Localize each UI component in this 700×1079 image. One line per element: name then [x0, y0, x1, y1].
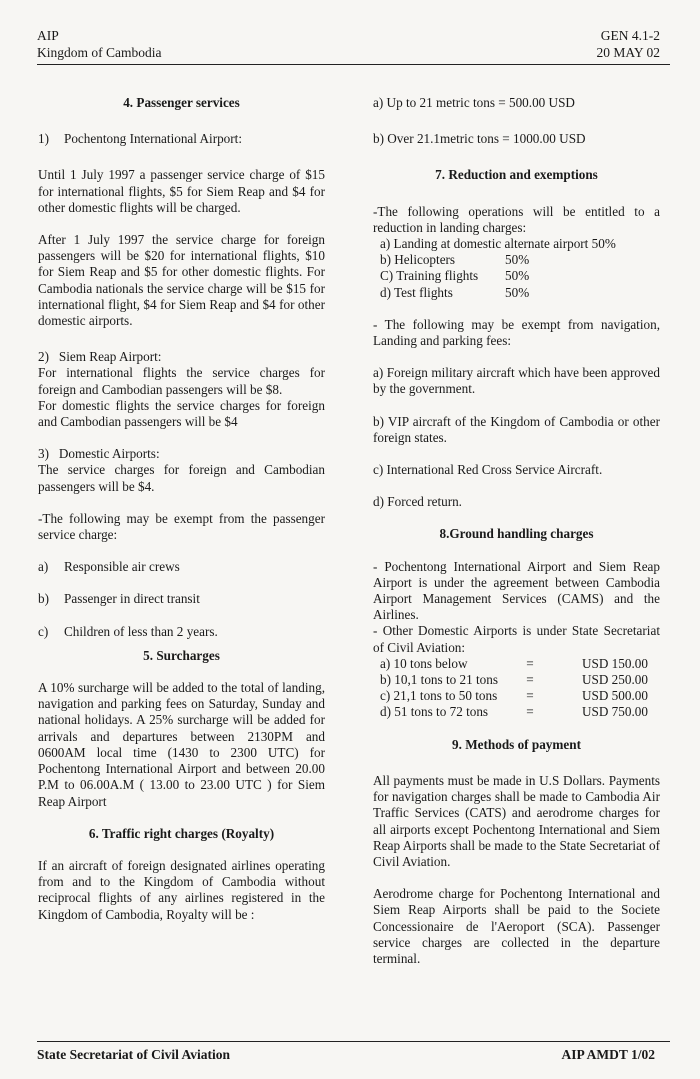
page-reference: GEN 4.1-2: [600, 28, 660, 43]
list-item: [380, 252, 660, 268]
item-label: 1): [38, 131, 49, 147]
section-8-title: 8.Ground handling charges: [439, 526, 594, 542]
issuing-authority: State Secretariat of Civil Aviation: [37, 1047, 230, 1062]
paragraph: a) Foreign military aircraft which have been approved by the government.: [373, 365, 660, 397]
paragraph: A 10% surcharge will be added to the total of landing, navigation and parking fees on Saturday, Sunday and national holidays. A 25% surcharge will be added for arrivals and departures between 2130PM and 0600AM local time (1430 to 2300 UTC) for Pochentong International Airport and between 20.00 P.M to 06.00A.M ( 13.00 to 23.00 UTC ) for Siem Reap Airport: [38, 680, 325, 809]
weight-range: c) 21,1 tons to 50 tons: [380, 688, 498, 704]
header-left: [37, 27, 162, 61]
section-6-title: 6. Traffic right charges (Royalty): [88, 825, 275, 841]
reduction-label: a) Landing at domestic alternate airport 50%: [380, 236, 616, 252]
subheading: 2) Siem Reap Airport:: [38, 349, 162, 365]
paragraph: - The following may be exempt from navigation, Landing and parking fees:: [373, 316, 660, 349]
paragraph: Until 1 July 1997 a passenger service charge of $15 for international flights, $5 for Siem Reap and $4 for other domestic flights will be charged.: [38, 167, 325, 215]
section-9-title: 9. Methods of payment: [452, 736, 581, 752]
paragraph: The service charges for foreign and Cambodian passengers will be $4.: [38, 462, 325, 494]
weight-range: a) 10 tons below: [380, 655, 468, 671]
item-label: c): [38, 623, 49, 639]
paragraph: -The following may be exempt from the passenger service charge:: [38, 510, 325, 543]
page-date: 20 MAY 02: [596, 45, 660, 60]
amendment-reference: AIP AMDT 1/02: [561, 1047, 655, 1062]
paragraph: After 1 July 1997 the service charge for foreign passengers will be $20 for international flights, $10 for Siem Reap and $5 for other domestic flights. For Cambodia nationals the service charge will be $15 for international flight, $4 for Siem Reap and $4 for other domestic airports.: [38, 232, 325, 329]
item-text: Pochentong International Airport:: [64, 131, 242, 147]
header-right: [596, 27, 660, 61]
reduction-label: b) Helicopters: [380, 252, 456, 268]
country-label: Kingdom of Cambodia: [37, 45, 162, 60]
table-row: [380, 704, 660, 720]
paragraph: If an aircraft of foreign designated airlines operating from and to the Kingdom of Cambodia without reciprocal flights of any airlines registered in the Kingdom of Cambodia, Royalty will be :: [38, 857, 325, 922]
reduction-value: 50%: [505, 268, 530, 284]
paragraph: For domestic flights the service charges for foreign and Cambodian passengers will be $4: [38, 397, 325, 430]
aip-label: AIP: [37, 28, 59, 43]
right-column: [373, 95, 660, 967]
reduction-label: C) Training flights: [380, 268, 479, 284]
equals-sign: =: [526, 655, 534, 671]
left-column: [38, 95, 325, 923]
item-text: Children of less than 2 years.: [64, 623, 218, 639]
list-item: [38, 131, 325, 147]
list-item: [380, 268, 660, 284]
fee-amount: USD 500.00: [582, 688, 648, 704]
fee-amount: USD 250.00: [582, 672, 648, 688]
list-item: [38, 559, 325, 575]
header-divider: [37, 64, 670, 65]
item-text: Passenger in direct transit: [64, 591, 200, 607]
item-label: b): [38, 591, 49, 607]
paragraph: -The following operations will be entitled to a reduction in landing charges:: [373, 203, 660, 235]
weight-range: d) 51 tons to 72 tons: [380, 704, 489, 720]
paragraph: b) VIP aircraft of the Kingdom of Cambodia or other foreign states.: [373, 413, 660, 445]
fee-amount: USD 750.00: [582, 704, 648, 720]
equals-sign: =: [526, 704, 534, 720]
list-item: [38, 624, 325, 640]
equals-sign: =: [526, 688, 534, 704]
table-row: [380, 672, 660, 688]
table-row: [380, 656, 660, 672]
reduction-value: 50%: [505, 252, 530, 268]
footer-divider: [37, 1041, 670, 1042]
reduction-value: 50%: [505, 284, 530, 300]
royalty-line: b) Over 21.1metric tons = 1000.00 USD: [373, 131, 586, 147]
reduction-list: [373, 236, 660, 301]
fee-table: [373, 656, 660, 721]
paragraph: - Pochentong International Airport and Siem Reap Airport is under the agreement between Cambodia Airport Management Services (CAMS) and the Airlines.: [373, 558, 660, 623]
paragraph: All payments must be made in U.S Dollars. Payments for navigation charges shall be made to Cambodia Air Traffic Services (CATS) and aerodrome charges for all airports except Pochentong International and Siem Reap Airports shall be made to the State Secretariat of Civil Aviation.: [373, 772, 660, 869]
equals-sign: =: [526, 672, 534, 688]
table-row: [380, 688, 660, 704]
paragraph: Aerodrome charge for Pochentong International and Siem Reap Airports shall be paid to the Societe Concessionaire de l'Aeroport (SCA). Passenger service charges are collected in the departure terminal.: [373, 886, 660, 966]
paragraph: d) Forced return.: [373, 494, 462, 510]
fee-amount: USD 150.00: [582, 655, 648, 671]
paragraph: For international flights the service charges for foreign and Cambodian passengers will be $8.: [38, 365, 325, 397]
subheading: 3) Domestic Airports:: [38, 446, 160, 462]
weight-range: b) 10,1 tons to 21 tons: [380, 672, 498, 688]
list-item: [380, 285, 660, 301]
list-item: [38, 591, 325, 607]
paragraph: - Other Domestic Airports is under State Secretariat of Civil Aviation:: [373, 623, 660, 655]
reduction-label: d) Test flights: [380, 284, 453, 300]
section-4-title: 4. Passenger services: [123, 95, 240, 110]
paragraph: c) International Red Cross Service Aircraft.: [373, 462, 603, 478]
list-item: [380, 236, 660, 252]
item-label: a): [38, 559, 49, 575]
section-5-title: 5. Surcharges: [143, 647, 220, 663]
section-7-title: 7. Reduction and exemptions: [435, 167, 598, 183]
royalty-line: a) Up to 21 metric tons = 500.00 USD: [373, 95, 575, 110]
item-text: Responsible air crews: [64, 559, 180, 575]
